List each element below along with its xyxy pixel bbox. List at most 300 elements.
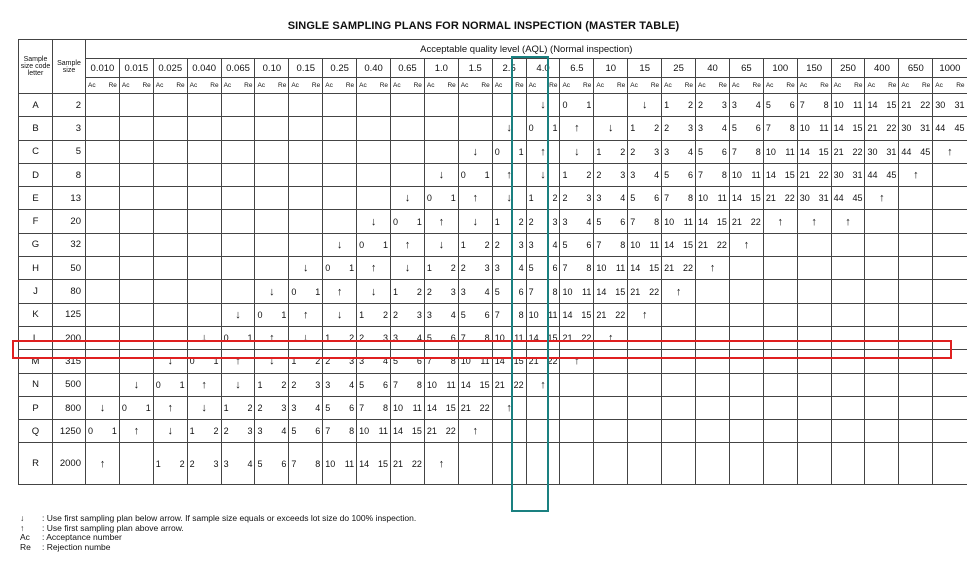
aql-level-header: 0.15 (289, 59, 323, 78)
ac-re-cell: 0 1 (86, 420, 120, 443)
code-letter: M (19, 350, 53, 373)
ac-re-cell: 21 22 (560, 326, 594, 349)
empty-cell (865, 443, 899, 485)
ac-re-cell: 2 3 (357, 326, 391, 349)
ac-re-cell: 21 22 (526, 350, 560, 373)
empty-cell (628, 443, 662, 485)
arrow-up-icon: ↑ (933, 140, 967, 163)
code-letter: F (19, 210, 53, 233)
empty-cell (628, 326, 662, 349)
legend-text: : Use first sampling plan above arrow. (42, 522, 184, 533)
empty-cell (86, 326, 120, 349)
ac-re-header: Ac Re (526, 78, 560, 94)
empty-cell (289, 233, 323, 256)
ac-re-cell: 7 8 (458, 326, 492, 349)
ac-re-cell: 10 11 (458, 350, 492, 373)
table-row (19, 326, 967, 349)
empty-cell (187, 117, 221, 140)
empty-cell (560, 373, 594, 396)
empty-cell (86, 233, 120, 256)
ac-re-cell: 10 11 (526, 303, 560, 326)
empty-cell (797, 326, 831, 349)
aql-levels-row (19, 59, 967, 78)
table-row (19, 257, 967, 280)
table-row (19, 117, 967, 140)
ac-re-cell: 14 15 (628, 257, 662, 280)
ac-re-cell: 0 1 (289, 280, 323, 303)
ac-re-cell: 3 4 (560, 210, 594, 233)
ac-re-cell: 3 4 (391, 326, 425, 349)
arrow-down-icon: ↓ (458, 210, 492, 233)
empty-cell (560, 443, 594, 485)
empty-cell (255, 233, 289, 256)
table-row (19, 280, 967, 303)
empty-cell (933, 187, 967, 210)
legend-text: : Acceptance number (42, 532, 122, 543)
empty-cell (86, 280, 120, 303)
ac-re-cell: 30 31 (797, 187, 831, 210)
ac-re-cell: 44 45 (899, 140, 933, 163)
ac-re-cell: 0 1 (526, 117, 560, 140)
empty-cell (289, 94, 323, 117)
ac-re-cell: 2 3 (391, 303, 425, 326)
code-letter: K (19, 303, 53, 326)
arrow-up-icon: ↑ (729, 233, 763, 256)
empty-cell (662, 420, 696, 443)
empty-cell (594, 350, 628, 373)
aql-level-header: 0.010 (86, 59, 120, 78)
empty-cell (221, 117, 255, 140)
ac-re-cell: 5 6 (662, 163, 696, 186)
empty-cell (153, 187, 187, 210)
table-row (19, 396, 967, 419)
arrow-down-icon: ↓ (424, 163, 458, 186)
arrow-up-icon: ↑ (153, 396, 187, 419)
sample-size: 3 (53, 117, 86, 140)
ac-re-cell: 5 6 (594, 210, 628, 233)
empty-cell (831, 443, 865, 485)
empty-cell (221, 140, 255, 163)
ac-re-cell: 44 45 (831, 187, 865, 210)
empty-cell (119, 303, 153, 326)
empty-cell (628, 373, 662, 396)
ac-re-cell: 21 22 (899, 94, 933, 117)
ac-re-cell: 5 6 (696, 140, 730, 163)
ac-re-cell: 14 15 (492, 350, 526, 373)
ac-re-header: Ac Re (560, 78, 594, 94)
aql-header: Acceptable quality level (AQL) (Normal inspection) (86, 40, 967, 59)
ac-re-cell: 0 1 (560, 94, 594, 117)
aql-level-header: 0.40 (357, 59, 391, 78)
ac-re-cell: 14 15 (391, 420, 425, 443)
empty-cell (221, 233, 255, 256)
ac-re-cell: 7 8 (526, 280, 560, 303)
ac-re-cell: 7 8 (696, 163, 730, 186)
arrow-up-icon: ↑ (594, 326, 628, 349)
empty-cell (899, 187, 933, 210)
empty-cell (119, 163, 153, 186)
empty-cell (357, 140, 391, 163)
ac-re-cell: 10 11 (391, 396, 425, 419)
sample-size: 125 (53, 303, 86, 326)
ac-re-cell: 0 1 (221, 326, 255, 349)
ac-re-cell: 21 22 (831, 140, 865, 163)
table-row (19, 233, 967, 256)
arrow-down-icon: ↓ (289, 326, 323, 349)
ac-re-cell: 21 22 (424, 420, 458, 443)
empty-cell (662, 396, 696, 419)
ac-re-cell: 7 8 (323, 420, 357, 443)
ac-re-cell: 2 3 (289, 373, 323, 396)
empty-cell (763, 280, 797, 303)
ac-re-header: Ac Re (357, 78, 391, 94)
ac-re-cell: 10 11 (492, 326, 526, 349)
empty-cell (797, 420, 831, 443)
legend-symbol: ↓ (20, 513, 25, 523)
empty-cell (255, 257, 289, 280)
arrow-down-icon: ↓ (594, 117, 628, 140)
empty-cell (119, 140, 153, 163)
empty-cell (899, 303, 933, 326)
code-letter: E (19, 187, 53, 210)
aql-level-header: 6.5 (560, 59, 594, 78)
empty-cell (729, 373, 763, 396)
ac-re-cell: 3 4 (458, 280, 492, 303)
empty-cell (391, 117, 425, 140)
ac-re-cell: 3 4 (255, 420, 289, 443)
sample-size: 13 (53, 187, 86, 210)
empty-cell (255, 94, 289, 117)
empty-cell (323, 187, 357, 210)
ac-re-cell: 7 8 (560, 257, 594, 280)
ac-re-cell: 1 2 (221, 396, 255, 419)
empty-cell (865, 210, 899, 233)
empty-cell (831, 373, 865, 396)
empty-cell (560, 420, 594, 443)
ac-re-header: Ac Re (865, 78, 899, 94)
table-row (19, 210, 967, 233)
empty-cell (899, 396, 933, 419)
arrow-up-icon: ↑ (323, 280, 357, 303)
code-letter: G (19, 233, 53, 256)
empty-cell (831, 350, 865, 373)
aql-level-header: 0.040 (187, 59, 221, 78)
ac-re-cell: 0 1 (187, 350, 221, 373)
empty-cell (526, 396, 560, 419)
empty-cell (797, 257, 831, 280)
ac-re-header: Ac Re (933, 78, 967, 94)
empty-cell (323, 210, 357, 233)
empty-cell (153, 280, 187, 303)
ac-re-cell: 10 11 (831, 94, 865, 117)
arrow-down-icon: ↓ (391, 257, 425, 280)
empty-cell (119, 210, 153, 233)
empty-cell (424, 117, 458, 140)
ac-re-cell: 0 1 (458, 163, 492, 186)
ac-re-cell: 2 3 (594, 163, 628, 186)
ac-re-cell: 21 22 (662, 257, 696, 280)
ac-re-cell: 2 3 (323, 350, 357, 373)
ac-re-cell: 1 2 (458, 233, 492, 256)
ac-re-cell: 21 22 (458, 396, 492, 419)
ac-re-cell: 44 45 (933, 117, 967, 140)
empty-cell (797, 443, 831, 485)
empty-cell (119, 187, 153, 210)
code-letter: P (19, 396, 53, 419)
empty-cell (933, 396, 967, 419)
ac-re-cell: 5 6 (289, 420, 323, 443)
ac-re-cell: 7 8 (594, 233, 628, 256)
arrow-down-icon: ↓ (323, 303, 357, 326)
ac-re-cell: 10 11 (696, 187, 730, 210)
ac-re-header: Ac Re (187, 78, 221, 94)
empty-cell (86, 94, 120, 117)
ac-re-cell: 14 15 (526, 326, 560, 349)
code-letter: A (19, 94, 53, 117)
arrow-up-icon: ↑ (560, 117, 594, 140)
ac-re-cell: 5 6 (458, 303, 492, 326)
aql-level-header: 650 (899, 59, 933, 78)
empty-cell (729, 280, 763, 303)
ac-re-cell: 7 8 (289, 443, 323, 485)
sample-size: 800 (53, 396, 86, 419)
arrow-down-icon: ↓ (119, 373, 153, 396)
aql-level-header: 0.065 (221, 59, 255, 78)
sample-size-header: Sample size (53, 40, 86, 94)
empty-cell (899, 210, 933, 233)
empty-cell (831, 326, 865, 349)
ac-re-cell: 2 3 (628, 140, 662, 163)
sample-size: 315 (53, 350, 86, 373)
code-letter: B (19, 117, 53, 140)
empty-cell (831, 396, 865, 419)
ac-re-cell: 10 11 (594, 257, 628, 280)
empty-cell (729, 420, 763, 443)
empty-cell (86, 373, 120, 396)
empty-cell (696, 420, 730, 443)
empty-cell (594, 443, 628, 485)
arrow-up-icon: ↑ (526, 140, 560, 163)
aql-level-header: 2.5 (492, 59, 526, 78)
ac-re-cell: 5 6 (255, 443, 289, 485)
aql-level-header: 1.0 (424, 59, 458, 78)
ac-re-header: Ac Re (492, 78, 526, 94)
empty-cell (119, 117, 153, 140)
empty-cell (797, 233, 831, 256)
ac-re-header: Ac Re (86, 78, 120, 94)
aql-level-header: 0.015 (119, 59, 153, 78)
empty-cell (458, 94, 492, 117)
table-row (19, 140, 967, 163)
ac-re-cell: 5 6 (323, 396, 357, 419)
ac-re-cell: 7 8 (662, 187, 696, 210)
aql-level-header: 0.25 (323, 59, 357, 78)
empty-cell (865, 373, 899, 396)
ac-re-cell: 21 22 (865, 117, 899, 140)
ac-re-cell: 1 2 (628, 117, 662, 140)
empty-cell (289, 117, 323, 140)
empty-cell (221, 210, 255, 233)
empty-cell (221, 94, 255, 117)
empty-cell (763, 257, 797, 280)
arrow-up-icon: ↑ (492, 163, 526, 186)
ac-re-cell: 2 3 (662, 117, 696, 140)
ac-re-cell: 2 3 (458, 257, 492, 280)
empty-cell (119, 94, 153, 117)
ac-re-cell: 21 22 (729, 210, 763, 233)
empty-cell (289, 163, 323, 186)
empty-cell (933, 257, 967, 280)
sample-size: 200 (53, 326, 86, 349)
empty-cell (86, 187, 120, 210)
arrow-down-icon: ↓ (221, 303, 255, 326)
empty-cell (221, 257, 255, 280)
empty-cell (86, 257, 120, 280)
ac-re-cell: 1 2 (594, 140, 628, 163)
table-row (19, 303, 967, 326)
ac-re-cell: 3 4 (424, 303, 458, 326)
ac-re-cell: 10 11 (560, 280, 594, 303)
ac-re-cell: 7 8 (492, 303, 526, 326)
sample-size: 2000 (53, 443, 86, 485)
empty-cell (153, 233, 187, 256)
arrow-down-icon: ↓ (458, 140, 492, 163)
ac-re-cell: 1 2 (560, 163, 594, 186)
empty-cell (424, 94, 458, 117)
ac-re-cell: 1 2 (153, 443, 187, 485)
code-letter: H (19, 257, 53, 280)
ac-re-cell: 3 4 (492, 257, 526, 280)
empty-cell (763, 420, 797, 443)
empty-cell (865, 350, 899, 373)
empty-cell (865, 303, 899, 326)
aql-level-header: 0.025 (153, 59, 187, 78)
empty-cell (86, 350, 120, 373)
ac-re-cell: 3 4 (526, 233, 560, 256)
empty-cell (865, 396, 899, 419)
empty-cell (187, 140, 221, 163)
ac-re-cell: 5 6 (628, 187, 662, 210)
ac-re-header: Ac Re (323, 78, 357, 94)
ac-re-cell: 1 2 (323, 326, 357, 349)
ac-re-header: Ac Re (899, 78, 933, 94)
ac-re-cell: 0 1 (424, 187, 458, 210)
empty-cell (763, 326, 797, 349)
code-letter: R (19, 443, 53, 485)
ac-re-cell: 14 15 (357, 443, 391, 485)
aql-level-header: 25 (662, 59, 696, 78)
arrow-down-icon: ↓ (187, 326, 221, 349)
ac-re-cell: 14 15 (797, 140, 831, 163)
ac-re-cell: 21 22 (628, 280, 662, 303)
ac-re-cell: 3 4 (221, 443, 255, 485)
legend-text: : Use first sampling plan below arrow. If sample size equals or exceeds lot size do 100% inspection. (42, 513, 417, 523)
empty-cell (187, 280, 221, 303)
ac-re-cell: 1 2 (424, 257, 458, 280)
ac-re-cell: 5 6 (492, 280, 526, 303)
ac-re-header: Ac Re (662, 78, 696, 94)
empty-cell (187, 233, 221, 256)
empty-cell (696, 326, 730, 349)
ac-re-cell: 14 15 (696, 210, 730, 233)
empty-cell (628, 396, 662, 419)
empty-cell (289, 187, 323, 210)
empty-cell (289, 140, 323, 163)
ac-re-header: Ac Re (289, 78, 323, 94)
empty-cell (865, 280, 899, 303)
empty-cell (865, 233, 899, 256)
empty-cell (696, 373, 730, 396)
empty-cell (323, 140, 357, 163)
empty-cell (797, 280, 831, 303)
arrow-down-icon: ↓ (255, 280, 289, 303)
ac-re-cell: 5 6 (391, 350, 425, 373)
sample-size: 2 (53, 94, 86, 117)
ac-re-cell: 1 2 (492, 210, 526, 233)
empty-cell (831, 257, 865, 280)
arrow-down-icon: ↓ (391, 187, 425, 210)
legend (20, 514, 416, 552)
ac-re-cell: 10 11 (763, 140, 797, 163)
empty-cell (831, 303, 865, 326)
arrow-up-icon: ↑ (831, 210, 865, 233)
code-letter: N (19, 373, 53, 396)
empty-cell (221, 187, 255, 210)
ac-re-header: Ac Re (696, 78, 730, 94)
page-title: SINGLE SAMPLING PLANS FOR NORMAL INSPECTION (MASTER TABLE) (287, 20, 680, 32)
empty-cell (763, 373, 797, 396)
empty-cell (86, 140, 120, 163)
empty-cell (696, 396, 730, 419)
ac-re-cell: 14 15 (424, 396, 458, 419)
ac-re-cell: 7 8 (729, 140, 763, 163)
arrow-down-icon: ↓ (255, 350, 289, 373)
empty-cell (594, 420, 628, 443)
arrow-up-icon: ↑ (289, 303, 323, 326)
table-row (19, 420, 967, 443)
empty-cell (119, 350, 153, 373)
ac-re-cell: 0 1 (119, 396, 153, 419)
sample-size: 80 (53, 280, 86, 303)
ac-re-cell: 14 15 (662, 233, 696, 256)
empty-cell (797, 396, 831, 419)
sample-size: 32 (53, 233, 86, 256)
empty-cell (187, 187, 221, 210)
empty-cell (831, 280, 865, 303)
table-row (19, 350, 967, 373)
ac-re-cell: 7 8 (391, 373, 425, 396)
sample-size: 1250 (53, 420, 86, 443)
empty-cell (662, 350, 696, 373)
ac-re-cell: 0 1 (391, 210, 425, 233)
empty-cell (357, 163, 391, 186)
empty-cell (526, 443, 560, 485)
empty-cell (696, 443, 730, 485)
arrow-down-icon: ↓ (492, 187, 526, 210)
empty-cell (729, 396, 763, 419)
ac-re-cell: 3 4 (662, 140, 696, 163)
arrow-down-icon: ↓ (153, 420, 187, 443)
empty-cell (458, 443, 492, 485)
empty-cell (357, 187, 391, 210)
ac-re-cell: 3 4 (357, 350, 391, 373)
sample-size: 8 (53, 163, 86, 186)
empty-cell (119, 280, 153, 303)
ac-re-cell: 21 22 (594, 303, 628, 326)
empty-cell (187, 94, 221, 117)
sample-size: 50 (53, 257, 86, 280)
empty-cell (153, 94, 187, 117)
